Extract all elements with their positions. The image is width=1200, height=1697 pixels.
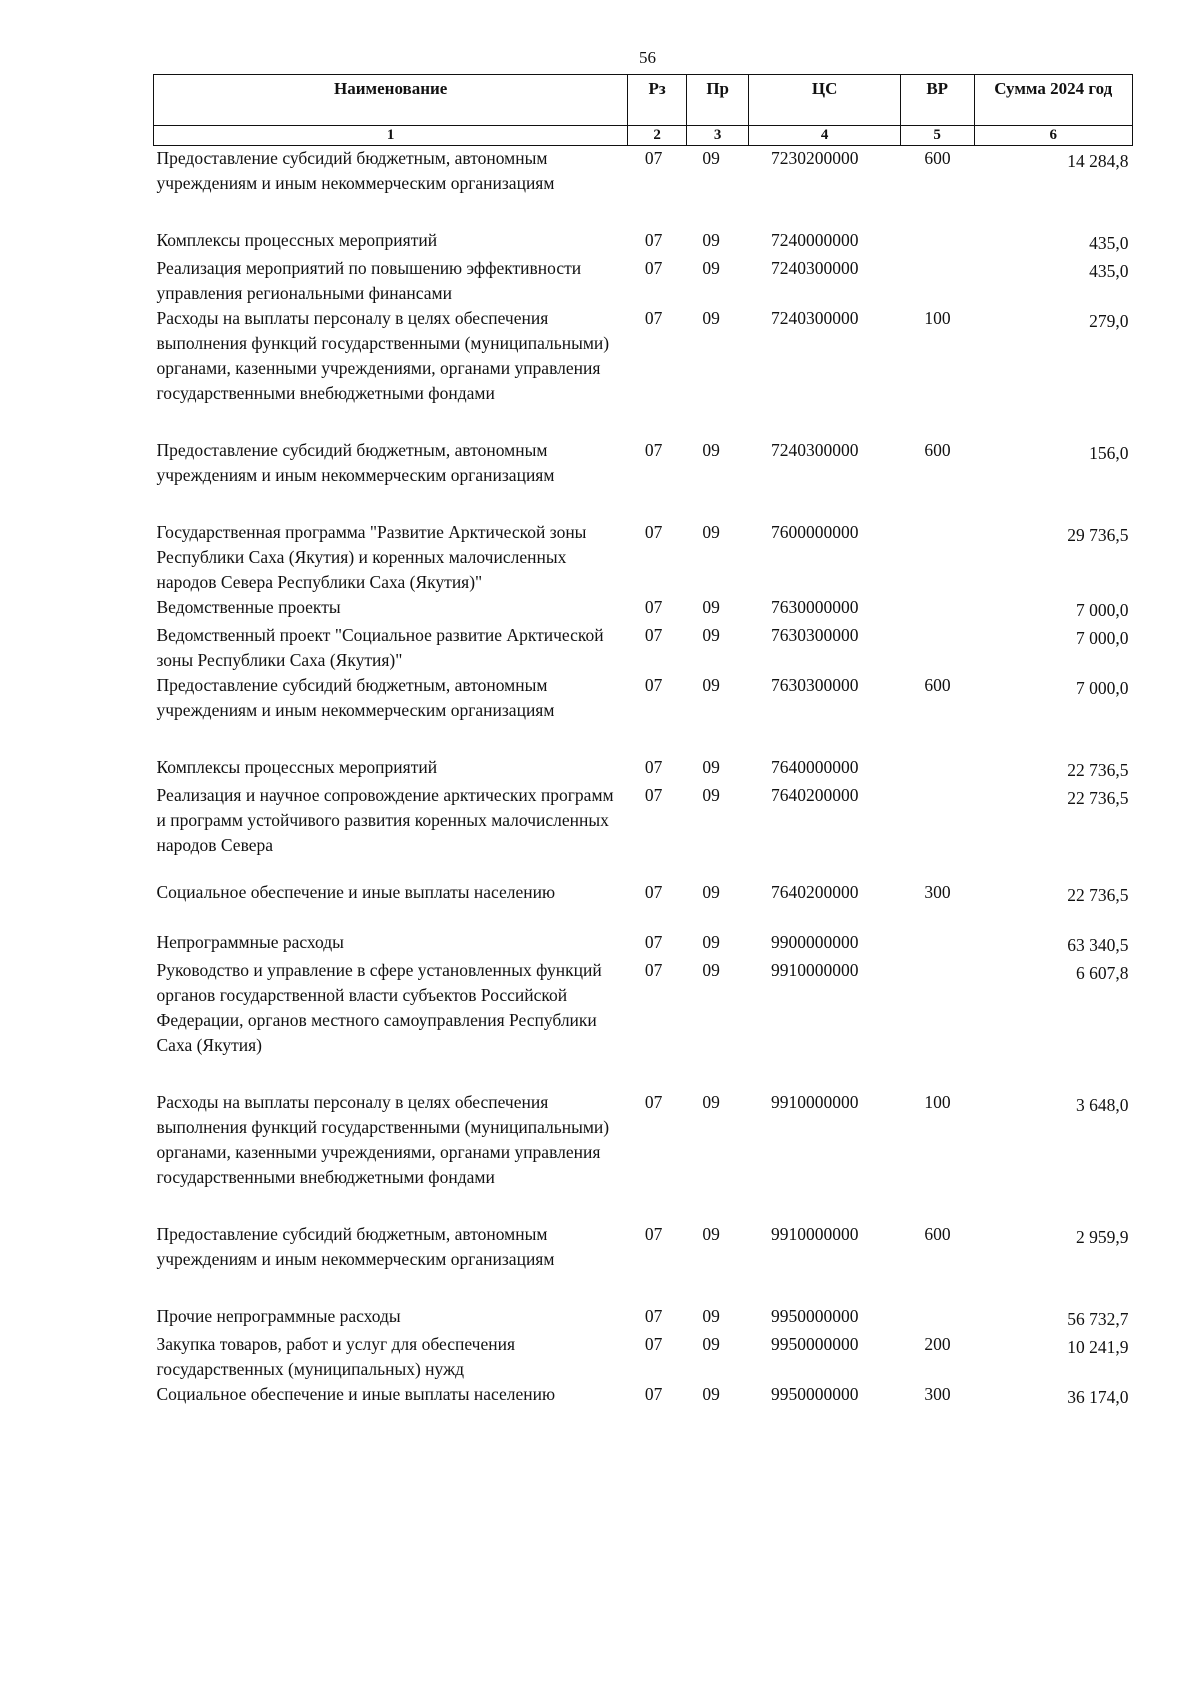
- row-pr: 09: [702, 1224, 720, 1244]
- row-sum: 7 000,0: [1076, 628, 1129, 648]
- row-vr: [900, 520, 974, 595]
- row-sum: 29 736,5: [1067, 525, 1129, 545]
- table-row: [154, 783, 1133, 880]
- row-rz: 07: [644, 1224, 663, 1244]
- table-row: [154, 146, 1133, 229]
- row-vr: 600: [924, 1224, 951, 1244]
- row-pr: 09: [702, 230, 720, 250]
- row-vr: [900, 783, 974, 880]
- row-rz: 07: [644, 785, 663, 805]
- header-pr: Пр: [686, 75, 749, 126]
- row-name: Прочие непрограммные расходы: [156, 1306, 401, 1326]
- row-pr: 09: [702, 1092, 720, 1112]
- row-name: Ведомственные проекты: [156, 597, 341, 617]
- row-pr: 09: [702, 932, 720, 952]
- column-number: 3: [686, 126, 749, 146]
- row-vr: 100: [924, 308, 951, 328]
- table-row: [154, 673, 1133, 755]
- row-sum: 435,0: [1089, 233, 1129, 253]
- table-row: [154, 306, 1133, 438]
- table-row: [154, 880, 1133, 930]
- row-name: Комплексы процессных мероприятий: [156, 230, 438, 250]
- row-pr: 09: [702, 597, 720, 617]
- row-sum: 56 732,7: [1067, 1309, 1129, 1329]
- row-vr: [900, 1304, 974, 1332]
- row-rz: 07: [644, 675, 663, 695]
- row-name: Комплексы процессных мероприятий: [156, 757, 438, 777]
- row-cs: 7600000000: [770, 522, 859, 542]
- row-name: Руководство и управление в сфере установленных функций органов государственной власти субъектов Российской Федерации, органов местного самоуправления Республики Саха (Якутия): [156, 960, 602, 1055]
- row-cs: 7640200000: [770, 785, 859, 805]
- table-row: [154, 1222, 1133, 1304]
- row-pr: 09: [702, 785, 720, 805]
- row-sum: 14 284,8: [1067, 151, 1129, 171]
- header-name: Наименование: [154, 75, 628, 126]
- table-row: [154, 1382, 1133, 1410]
- row-sum: 156,0: [1089, 443, 1129, 463]
- row-rz: 07: [644, 932, 663, 952]
- row-cs: 7240000000: [770, 230, 859, 250]
- table-row: [154, 256, 1133, 306]
- row-name: Государственная программа "Развитие Арктической зоны Республики Саха (Якутия) и коренных малочисленных народов Севера Республики Саха (Якутия)": [156, 522, 587, 592]
- row-sum: 22 736,5: [1067, 788, 1129, 808]
- column-number: 2: [628, 126, 687, 146]
- row-sum: 6 607,8: [1076, 963, 1129, 983]
- table-row: [154, 1332, 1133, 1382]
- table-row: [154, 930, 1133, 958]
- column-number: 6: [974, 126, 1132, 146]
- row-vr: 600: [924, 675, 951, 695]
- row-sum: 435,0: [1089, 261, 1129, 281]
- row-name: Реализация мероприятий по повышению эффективности управления региональными финансами: [156, 258, 582, 303]
- row-pr: 09: [702, 1334, 720, 1354]
- row-cs: 9950000000: [770, 1334, 859, 1354]
- row-pr: 09: [702, 148, 720, 168]
- row-rz: 07: [644, 960, 663, 980]
- row-sum: 7 000,0: [1076, 600, 1129, 620]
- row-pr: 09: [702, 440, 720, 460]
- row-rz: 07: [644, 230, 663, 250]
- row-sum: 36 174,0: [1067, 1387, 1129, 1407]
- row-cs: 7630000000: [770, 597, 859, 617]
- row-pr: 09: [702, 308, 720, 328]
- row-vr: [900, 595, 974, 623]
- row-rz: 07: [644, 1334, 663, 1354]
- table-row: [154, 623, 1133, 673]
- row-cs: 9910000000: [770, 1092, 859, 1112]
- row-vr: 300: [924, 882, 951, 902]
- row-pr: 09: [702, 625, 720, 645]
- row-vr: 300: [924, 1384, 951, 1404]
- row-name: Предоставление субсидий бюджетным, автономным учреждениям и иным некоммерческим организациям: [156, 440, 555, 485]
- table-row: [154, 1304, 1133, 1332]
- row-name: Предоставление субсидий бюджетным, автономным учреждениям и иным некоммерческим организациям: [156, 148, 555, 193]
- row-name: Реализация и научное сопровождение арктических программ и программ устойчивого развития коренных малочисленных народов Севера: [156, 785, 614, 855]
- row-cs: 9900000000: [770, 932, 859, 952]
- row-pr: 09: [702, 675, 720, 695]
- row-pr: 09: [702, 882, 720, 902]
- header-sum: Сумма 2024 год: [974, 75, 1132, 126]
- row-cs: 7640200000: [770, 882, 859, 902]
- row-vr: [900, 623, 974, 673]
- row-cs: 9910000000: [770, 1224, 859, 1244]
- row-sum: 10 241,9: [1067, 1337, 1129, 1357]
- row-cs: 9950000000: [770, 1306, 859, 1326]
- row-cs: 7640000000: [770, 757, 859, 777]
- row-vr: [900, 755, 974, 783]
- row-rz: 07: [644, 625, 663, 645]
- row-name: Социальное обеспечение и иные выплаты населению: [156, 1384, 556, 1404]
- row-vr: 100: [924, 1092, 951, 1112]
- row-cs: 7240300000: [770, 308, 859, 328]
- row-rz: 07: [644, 440, 663, 460]
- row-rz: 07: [644, 597, 663, 617]
- row-rz: 07: [644, 1384, 663, 1404]
- row-vr: 600: [924, 440, 951, 460]
- row-cs: 9910000000: [770, 960, 859, 980]
- row-cs: 7240300000: [770, 258, 859, 278]
- budget-table: [153, 74, 1133, 1410]
- row-cs: 7630300000: [770, 675, 859, 695]
- header-cs: ЦС: [749, 75, 900, 126]
- header-vr: ВР: [900, 75, 974, 126]
- row-sum: 22 736,5: [1067, 885, 1129, 905]
- column-number: 4: [749, 126, 900, 146]
- table-row: [154, 755, 1133, 783]
- row-pr: 09: [702, 757, 720, 777]
- row-pr: 09: [702, 522, 720, 542]
- row-vr: [900, 228, 974, 256]
- header-row: [154, 75, 1133, 126]
- row-cs: 7240300000: [770, 440, 859, 460]
- row-name: Предоставление субсидий бюджетным, автономным учреждениям и иным некоммерческим организациям: [156, 1224, 555, 1269]
- row-name: Непрограммные расходы: [156, 932, 344, 952]
- row-rz: 07: [644, 308, 663, 328]
- table-row: [154, 228, 1133, 256]
- table-row: [154, 595, 1133, 623]
- row-cs: 7230200000: [770, 148, 859, 168]
- row-sum: 63 340,5: [1067, 935, 1129, 955]
- row-vr: 200: [924, 1334, 951, 1354]
- row-rz: 07: [644, 148, 663, 168]
- row-name: Расходы на выплаты персоналу в целях обеспечения выполнения функций государственными (муниципальными) органами, казенными учреждениями, органами управления государственными внебюджетными фондами: [156, 1092, 610, 1187]
- row-name: Расходы на выплаты персоналу в целях обеспечения выполнения функций государственными (муниципальными) органами, казенными учреждениями, органами управления государственными внебюджетными фондами: [156, 308, 610, 403]
- row-sum: 279,0: [1089, 311, 1129, 331]
- row-cs: 9950000000: [770, 1384, 859, 1404]
- row-name: Закупка товаров, работ и услуг для обеспечения государственных (муниципальных) нужд: [156, 1334, 516, 1379]
- row-name: Предоставление субсидий бюджетным, автономным учреждениям и иным некоммерческим организациям: [156, 675, 555, 720]
- row-sum: 7 000,0: [1076, 678, 1129, 698]
- table-row: [154, 958, 1133, 1090]
- row-vr: [900, 958, 974, 1090]
- column-number-row: [154, 126, 1133, 146]
- row-sum: 2 959,9: [1076, 1227, 1129, 1247]
- row-sum: 3 648,0: [1076, 1095, 1129, 1115]
- row-vr: [900, 930, 974, 958]
- row-rz: 07: [644, 522, 663, 542]
- row-pr: 09: [702, 1306, 720, 1326]
- row-cs: 7630300000: [770, 625, 859, 645]
- row-name: Социальное обеспечение и иные выплаты населению: [156, 882, 556, 902]
- row-vr: 600: [924, 148, 951, 168]
- table-row: [154, 438, 1133, 520]
- header-rz: Рз: [628, 75, 687, 126]
- row-pr: 09: [702, 960, 720, 980]
- column-number: 5: [900, 126, 974, 146]
- column-number: 1: [154, 126, 628, 146]
- row-rz: 07: [644, 1306, 663, 1326]
- row-rz: 07: [644, 757, 663, 777]
- row-name: Ведомственный проект "Социальное развитие Арктической зоны Республики Саха (Якутия)": [156, 625, 604, 670]
- table-row: [154, 1090, 1133, 1222]
- row-rz: 07: [644, 258, 663, 278]
- row-rz: 07: [644, 882, 663, 902]
- row-rz: 07: [644, 1092, 663, 1112]
- row-pr: 09: [702, 1384, 720, 1404]
- page-number: 56: [639, 48, 656, 67]
- row-sum: 22 736,5: [1067, 760, 1129, 780]
- table-row: [154, 520, 1133, 595]
- row-pr: 09: [702, 258, 720, 278]
- row-vr: [900, 256, 974, 306]
